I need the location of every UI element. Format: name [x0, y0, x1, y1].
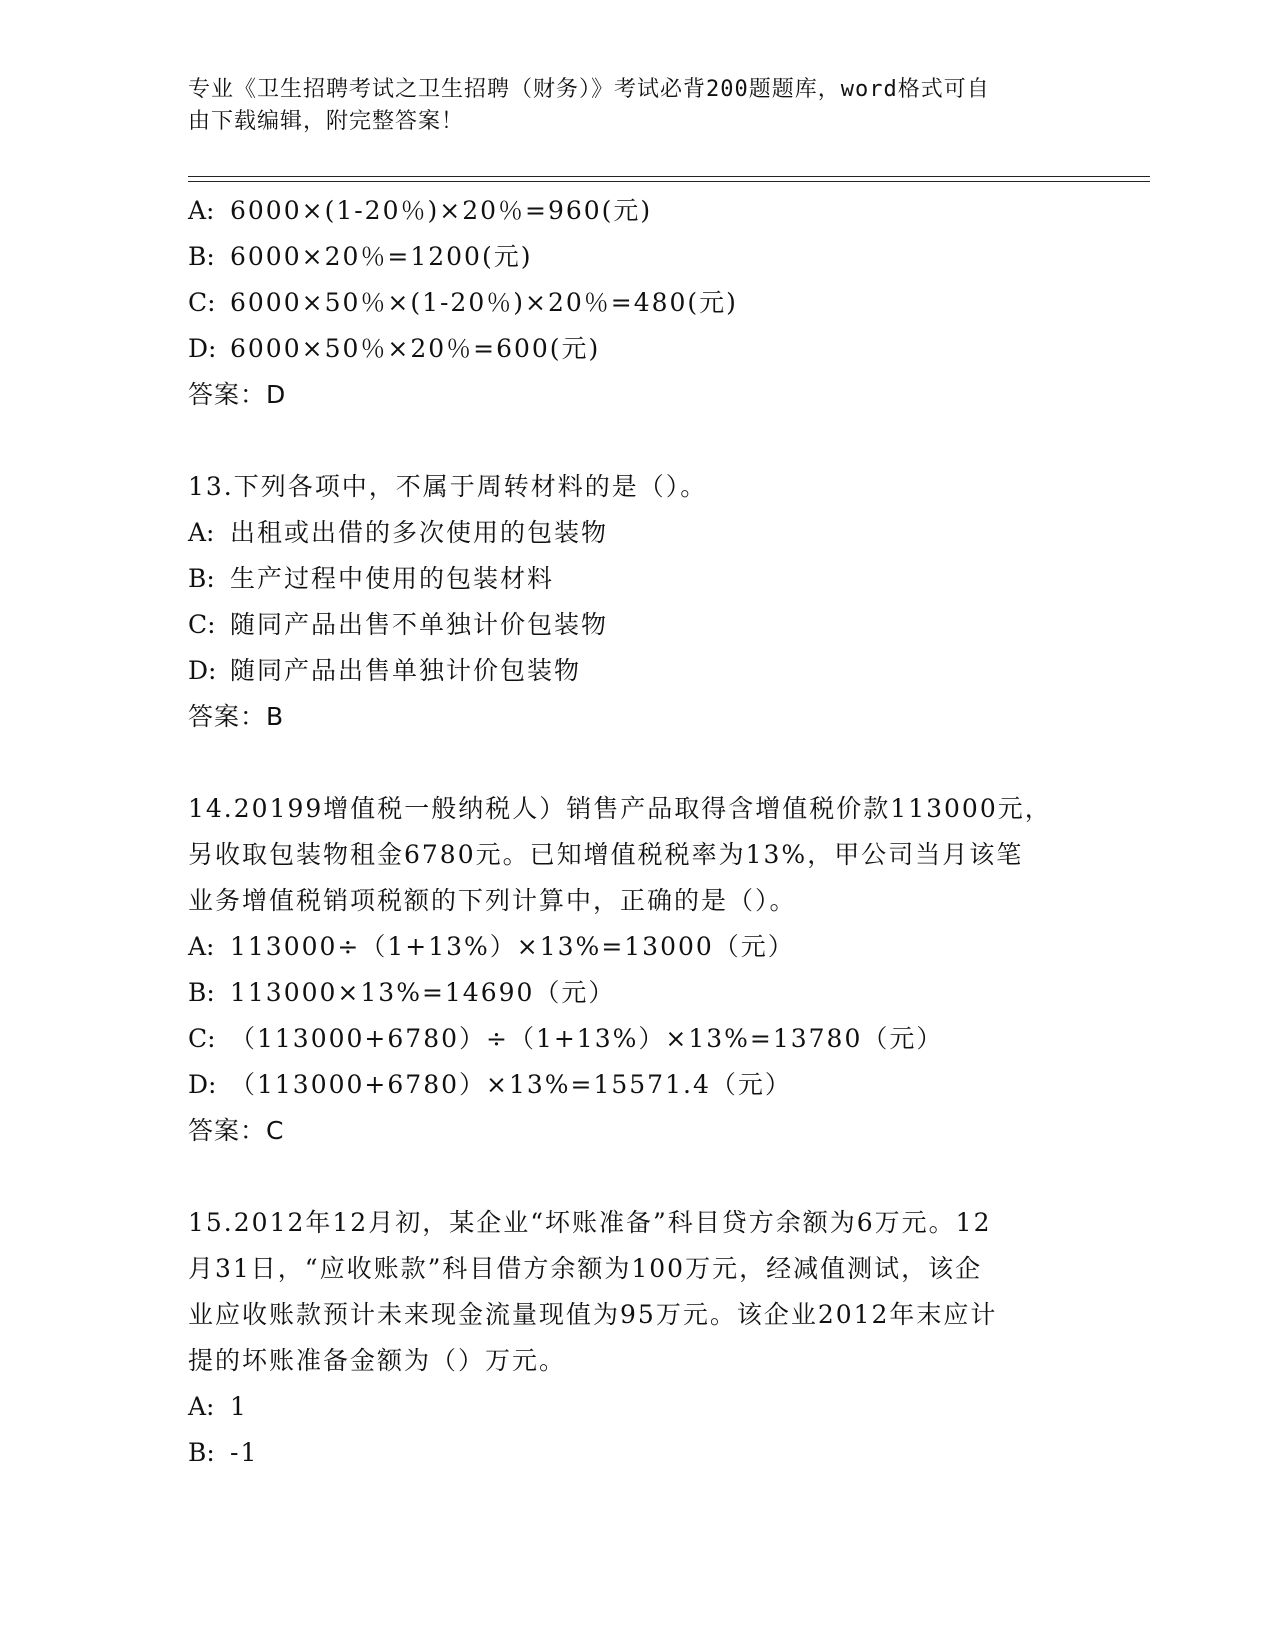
option-text: （113000+6780）×13%=15571.4（元） — [230, 1070, 792, 1099]
question-stem-line-1: 15.2012年12月初，某企业“坏账准备”科目贷方余额为6万元。12 — [188, 1208, 992, 1237]
question-stem-line-3: 业应收账款预计未来现金流量现值为95万元。该企业2012年末应计 — [188, 1300, 998, 1329]
document-header — [188, 74, 1068, 138]
option-label: A: — [188, 196, 215, 225]
option-b — [188, 234, 1078, 280]
header-divider-top — [188, 176, 1150, 177]
option-text: 1 — [230, 1392, 248, 1421]
option-b — [188, 970, 1078, 1016]
option-d — [188, 648, 1078, 694]
option-text: 6000×50％×(1-20％)×20％=480(元) — [230, 288, 738, 317]
option-d — [188, 1062, 1078, 1108]
option-label: C: — [188, 610, 216, 639]
question-13 — [188, 464, 1078, 740]
option-text: 随同产品出售单独计价包装物 — [230, 656, 582, 685]
answer-line: 答案：C — [188, 1116, 285, 1145]
option-label: C: — [188, 1024, 216, 1053]
option-c — [188, 602, 1078, 648]
question-stem-line-1: 14.20199增值税一般纳税人）销售产品取得含增值税价款113000元， — [188, 794, 1052, 823]
option-a — [188, 510, 1078, 556]
option-label: B: — [188, 978, 215, 1007]
question-12 — [188, 188, 1078, 418]
option-label: D: — [188, 656, 217, 685]
option-label: B: — [188, 1438, 215, 1467]
option-d — [188, 326, 1078, 372]
option-label: C: — [188, 288, 216, 317]
question-stem-line-2: 另收取包装物租金6780元。已知增值税税率为13%，甲公司当月该笔 — [188, 840, 1024, 869]
option-c — [188, 280, 1078, 326]
header-title-line-1: 专业《卫生招聘考试之卫生招聘（财务）》考试必背200题题库，word格式可自 — [188, 77, 990, 102]
option-label: A: — [188, 932, 215, 961]
option-text: 出租或出借的多次使用的包装物 — [230, 518, 609, 547]
option-a — [188, 188, 1078, 234]
option-label: A: — [188, 1392, 215, 1421]
option-a — [188, 1384, 1078, 1430]
option-text: 随同产品出售不单独计价包装物 — [230, 610, 609, 639]
question-content — [188, 188, 1078, 1476]
option-text: 6000×50％×20％=600(元) — [230, 334, 601, 363]
option-label: D: — [188, 1070, 217, 1099]
option-text: （113000+6780）÷（1+13%）×13%=13780（元） — [230, 1024, 944, 1053]
answer-line: 答案：D — [188, 380, 287, 409]
option-text: 113000×13%=14690（元） — [230, 978, 616, 1007]
question-stem-line-2: 月31日，“应收账款”科目借方余额为100万元，经减值测试，该企 — [188, 1254, 983, 1283]
option-label: A: — [188, 518, 215, 547]
header-divider-bottom — [188, 181, 1150, 182]
option-label: B: — [188, 564, 215, 593]
question-stem-line-3: 业务增值税销项税额的下列计算中，正确的是（）。 — [188, 886, 797, 915]
option-label: D: — [188, 334, 217, 363]
option-text: 6000×(1-20％)×20％=960(元) — [230, 196, 653, 225]
question-15 — [188, 1200, 1078, 1476]
option-text: 113000÷（1+13%）×13%=13000（元） — [230, 932, 795, 961]
question-stem: 13.下列各项中，不属于周转材料的是（）。 — [188, 472, 708, 501]
question-14 — [188, 786, 1078, 1154]
option-b — [188, 1430, 1078, 1476]
option-a — [188, 924, 1078, 970]
option-b — [188, 556, 1078, 602]
answer-line: 答案：B — [188, 702, 285, 731]
option-label: B: — [188, 242, 215, 271]
option-text: 生产过程中使用的包装材料 — [230, 564, 555, 593]
option-text: 6000×20％=1200(元) — [230, 242, 533, 271]
option-text: -1 — [230, 1438, 259, 1467]
option-c — [188, 1016, 1078, 1062]
header-title-line-2: 由下载编辑，附完整答案！ — [188, 109, 465, 134]
question-stem-line-4: 提的坏账准备金额为（）万元。 — [188, 1346, 567, 1375]
